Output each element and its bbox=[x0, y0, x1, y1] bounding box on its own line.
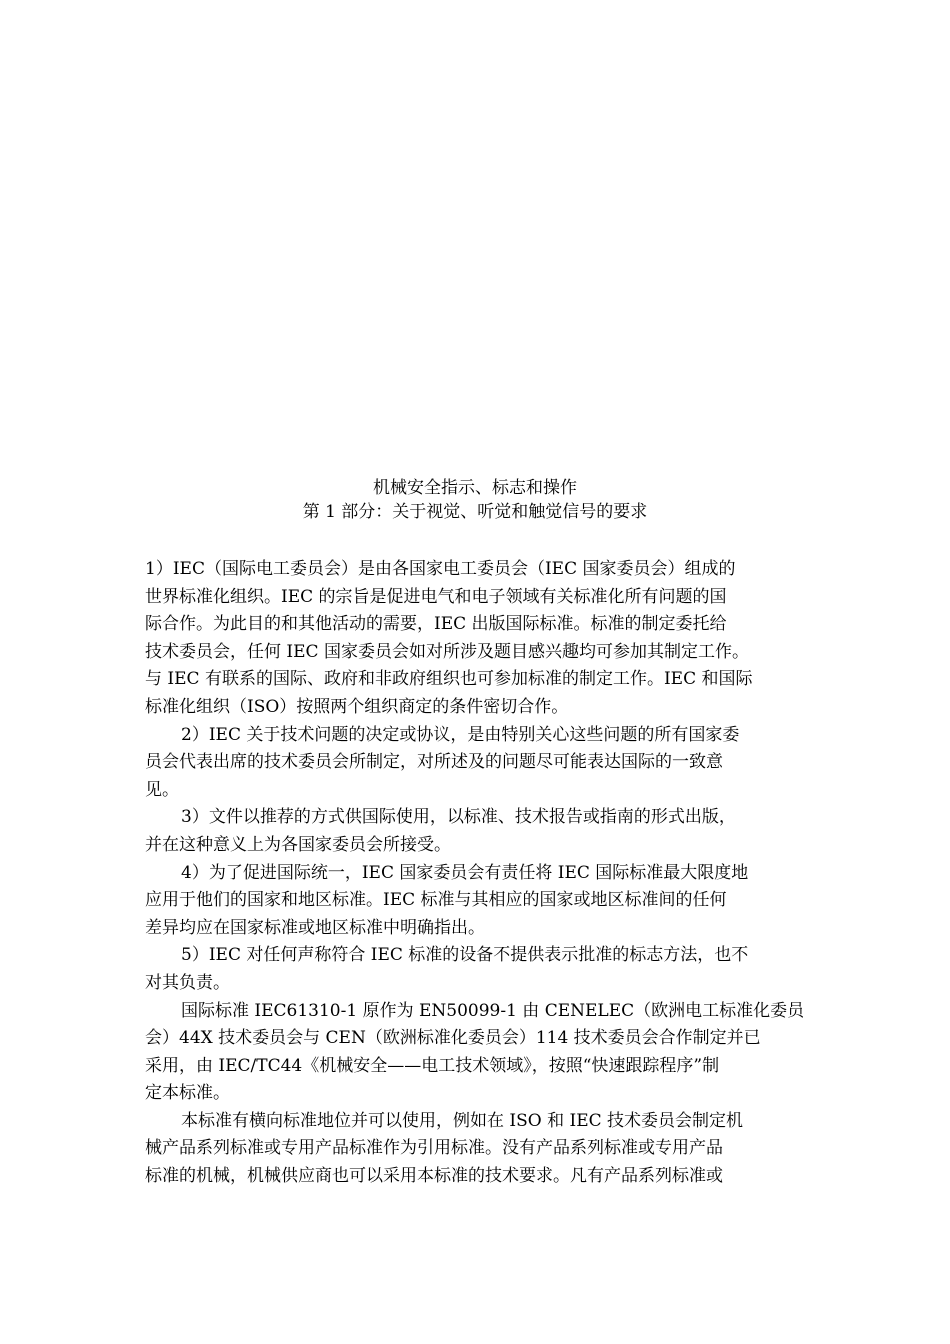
paragraph-line: 与 IEC 有联系的国际、政府和非政府组织也可参加标准的制定工作。IEC 和国际 bbox=[145, 669, 753, 690]
paragraph-line: 际合作。为此目的和其他活动的需要，IEC 出版国际标准。标准的制定委托给 bbox=[145, 614, 727, 635]
paragraph-line: 世界标准化组织。IEC 的宗旨是促进电气和电子领域有关标准化所有问题的国 bbox=[145, 586, 727, 607]
body-paragraph bbox=[145, 722, 807, 805]
document-subtitle: 第 1 部分：关于视觉、听觉和触觉信号的要求 bbox=[302, 502, 648, 522]
document-body bbox=[145, 556, 807, 1191]
title-block bbox=[0, 476, 950, 524]
paragraph-line: 5）IEC 对任何声称符合 IEC 标准的设备不提供表示批准的标志方法，也不 bbox=[181, 945, 749, 966]
body-paragraph bbox=[145, 860, 807, 943]
paragraph-line: 见。 bbox=[145, 779, 179, 800]
paragraph-line: 差异均应在国家标准或地区标准中明确指出。 bbox=[145, 917, 485, 938]
body-paragraph bbox=[145, 804, 807, 859]
paragraph-line: 3）文件以推荐的方式供国际使用，以标准、技术报告或指南的形式出版， bbox=[181, 807, 736, 828]
paragraph-line: 械产品系列标准或专用产品标准作为引用标准。没有产品系列标准或专用产品 bbox=[145, 1138, 723, 1159]
paragraph-line: 并在这种意义上为各国家委员会所接受。 bbox=[145, 834, 451, 855]
paragraph-line: 对其负责。 bbox=[145, 972, 230, 993]
paragraph-line: 会）44X 技术委员会与 CEN（欧洲标准化委员会）114 技术委员会合作制定并已 bbox=[145, 1028, 761, 1049]
document-title: 机械安全指示、标志和操作 bbox=[373, 478, 577, 498]
paragraph-line: 定本标准。 bbox=[145, 1083, 230, 1104]
body-paragraph bbox=[145, 998, 807, 1108]
body-paragraph bbox=[145, 556, 807, 722]
paragraph-line: 标准化组织（ISO）按照两个组织商定的条件密切合作。 bbox=[145, 696, 569, 717]
paragraph-line: 应用于他们的国家和地区标准。IEC 标准与其相应的国家或地区标准间的任何 bbox=[145, 890, 727, 911]
paragraph-line: 国际标准 IEC61310-1 原作为 EN50099-1 由 CENELEC（欧洲电工标准化委员 bbox=[181, 1000, 805, 1021]
paragraph-line: 2）IEC 关于技术问题的决定或协议，是由特别关心这些问题的所有国家委 bbox=[181, 724, 740, 745]
body-paragraph bbox=[145, 942, 807, 997]
paragraph-line: 员会代表出席的技术委员会所制定，对所述及的问题尽可能表达国际的一致意 bbox=[145, 752, 723, 773]
paragraph-line: 本标准有横向标准地位并可以使用，例如在 ISO 和 IEC 技术委员会制定机 bbox=[181, 1110, 744, 1131]
paragraph-line: 技术委员会，任何 IEC 国家委员会如对所涉及题目感兴趣均可参加其制定工作。 bbox=[145, 641, 749, 662]
paragraph-line: 采用，由 IEC/TC44《机械安全——电工技术领域》，按照“快速跟踪程序”制 bbox=[145, 1055, 720, 1076]
body-paragraph bbox=[145, 1108, 807, 1191]
paragraph-line: 4）为了促进国际统一，IEC 国家委员会有责任将 IEC 国际标准最大限度地 bbox=[181, 862, 749, 883]
paragraph-line: 1）IEC（国际电工委员会）是由各国家电工委员会（IEC 国家委员会）组成的 bbox=[145, 559, 736, 579]
paragraph-line: 标准的机械，机械供应商也可以采用本标准的技术要求。凡有产品系列标准或 bbox=[145, 1166, 723, 1187]
